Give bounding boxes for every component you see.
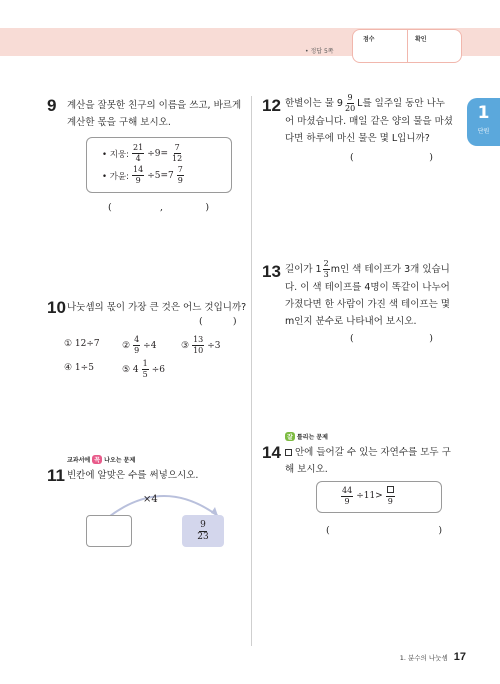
column-divider (251, 96, 252, 646)
score-label: 점수 (363, 36, 375, 43)
q11-fraction: $\frac{9}{23}$ (197, 519, 209, 542)
q12-text (285, 94, 460, 147)
blank-square-icon[interactable] (387, 486, 394, 493)
q14-number: 14 (262, 443, 281, 462)
q14-answer[interactable]: ( ) (326, 525, 443, 536)
unit-number: 1 (477, 103, 490, 123)
q13-line4: m인지 분수로 나타내어 보시오. (285, 316, 417, 327)
q10-option-5-op: ÷6 (151, 364, 166, 375)
q14-op: ÷11> (356, 491, 383, 501)
q9-row1-result: $\frac{7}{12}$ (172, 143, 183, 163)
q10-option-2[interactable] (122, 336, 156, 355)
q13-line3: 가졌다면 한 사람이 가진 색 테이프는 몇 (285, 299, 450, 310)
q10-answer[interactable]: ( ) (199, 316, 237, 327)
q13-number: 13 (262, 262, 281, 281)
answer-reference: • 정답 5쪽 (305, 48, 334, 55)
score-divider (407, 30, 408, 62)
q11-fraction-box (182, 515, 224, 547)
q9-row1-op: ÷9= (147, 148, 169, 159)
unit-tab (467, 98, 500, 146)
q14-blank-fraction[interactable]: 9 (386, 486, 395, 506)
q10-option-5-fraction: $\frac{1}{5}$ (142, 359, 148, 379)
q13-line1: 길이가 1 $\frac{2}{3}$ m인 색 테이프가 3개 있습니 (285, 259, 450, 279)
q10-option-3-op: ÷3 (207, 340, 221, 351)
page-number: 17 (453, 651, 466, 663)
q12-number: 12 (262, 96, 281, 115)
q10-option-2-fraction: $\frac{4}{9}$ (134, 335, 140, 355)
q9-line1: 계산을 잘못한 친구의 이름을 쓰고, 바르게 (67, 100, 242, 111)
q14-badge: 잘 틀리는 문제 (287, 434, 328, 441)
q9-row2-fraction: $\frac{14}{9}$ (133, 165, 144, 185)
q10-number: 10 (47, 298, 66, 317)
q11-number: 11 (47, 466, 65, 485)
q13-line2: 다. 이 색 테이프를 4명이 똑같이 나누어 (285, 282, 450, 293)
q9-number: 9 (47, 96, 57, 115)
q10-option-4[interactable] (64, 363, 94, 373)
q9-row2-name: • 가윤: (102, 171, 130, 182)
q10-option-2-marker: ② (122, 340, 131, 351)
page-footer (400, 651, 466, 663)
q12-answer[interactable]: ( ) (350, 152, 433, 163)
q10-option-1-text: ① 12÷7 (64, 339, 100, 349)
q10-option-1[interactable] (64, 339, 100, 349)
q14-text (285, 444, 451, 478)
q9-row2-op: ÷5=7 (147, 170, 174, 181)
q14-line2: 해 보시오. (285, 464, 328, 475)
q14-line1: 안에 들어갈 수 있는 자연수를 모두 구 (285, 444, 451, 461)
q12-line2: 어 마셨습니다. 매일 같은 양의 물을 마셨 (285, 116, 453, 127)
unit-label: 단원 (477, 128, 490, 135)
q9-row1-fraction: $\frac{21}{4}$ (133, 143, 144, 163)
q9-text (67, 97, 241, 131)
q9-answer[interactable]: ( , ) (108, 202, 210, 213)
q12-line3: 다면 하루에 마신 물은 몇 L입니까? (285, 133, 430, 144)
q10-option-5-marker: ⑤ 4 (122, 364, 139, 375)
q9-line2: 계산한 몫을 구해 보시오. (67, 117, 171, 128)
q12-fraction: $\frac{9}{20}$ (344, 93, 356, 113)
q13-text (285, 260, 465, 330)
q13-answer[interactable]: ( ) (350, 333, 433, 344)
q10-option-3-marker: ③ (181, 340, 190, 351)
footer-unit: 1. 분수의 나눗셈 (399, 653, 448, 662)
q9-row2-result: $\frac{7}{9}$ (177, 165, 183, 185)
q9-row-gayun (102, 166, 185, 185)
q13-fraction: $\frac{2}{3}$ (323, 259, 329, 279)
q12-line1: 한별이는 물 9 $\frac{9}{20}$ L를 일주일 동안 나누 (285, 93, 445, 113)
q14-expression (340, 486, 396, 506)
check-label: 확인 (415, 36, 427, 43)
q11-badge: 교과서에 꼭 나오는 문제 (67, 457, 136, 464)
q10-option-3[interactable] (181, 336, 221, 355)
q10-option-4-text: ④ 1÷5 (64, 363, 94, 373)
blank-square-icon (285, 449, 292, 456)
q10-option-2-op: ÷4 (143, 340, 157, 351)
q10-option-5[interactable] (122, 360, 165, 379)
q11-text: 빈칸에 알맞은 수를 써넣으시오. (67, 470, 199, 481)
q11-operator: ×4 (143, 494, 158, 505)
q9-row1-name: • 지웅: (102, 149, 130, 160)
q9-row-jiwoong (102, 144, 184, 163)
q10-text: 나눗셈의 몫이 가장 큰 것은 어느 것입니까? (67, 302, 247, 313)
q10-option-3-fraction: $\frac{13}{10}$ (193, 335, 204, 355)
q11-blank-box[interactable] (86, 515, 132, 547)
q14-fraction: $\frac{44}{9}$ (342, 485, 353, 506)
score-box (352, 29, 462, 63)
